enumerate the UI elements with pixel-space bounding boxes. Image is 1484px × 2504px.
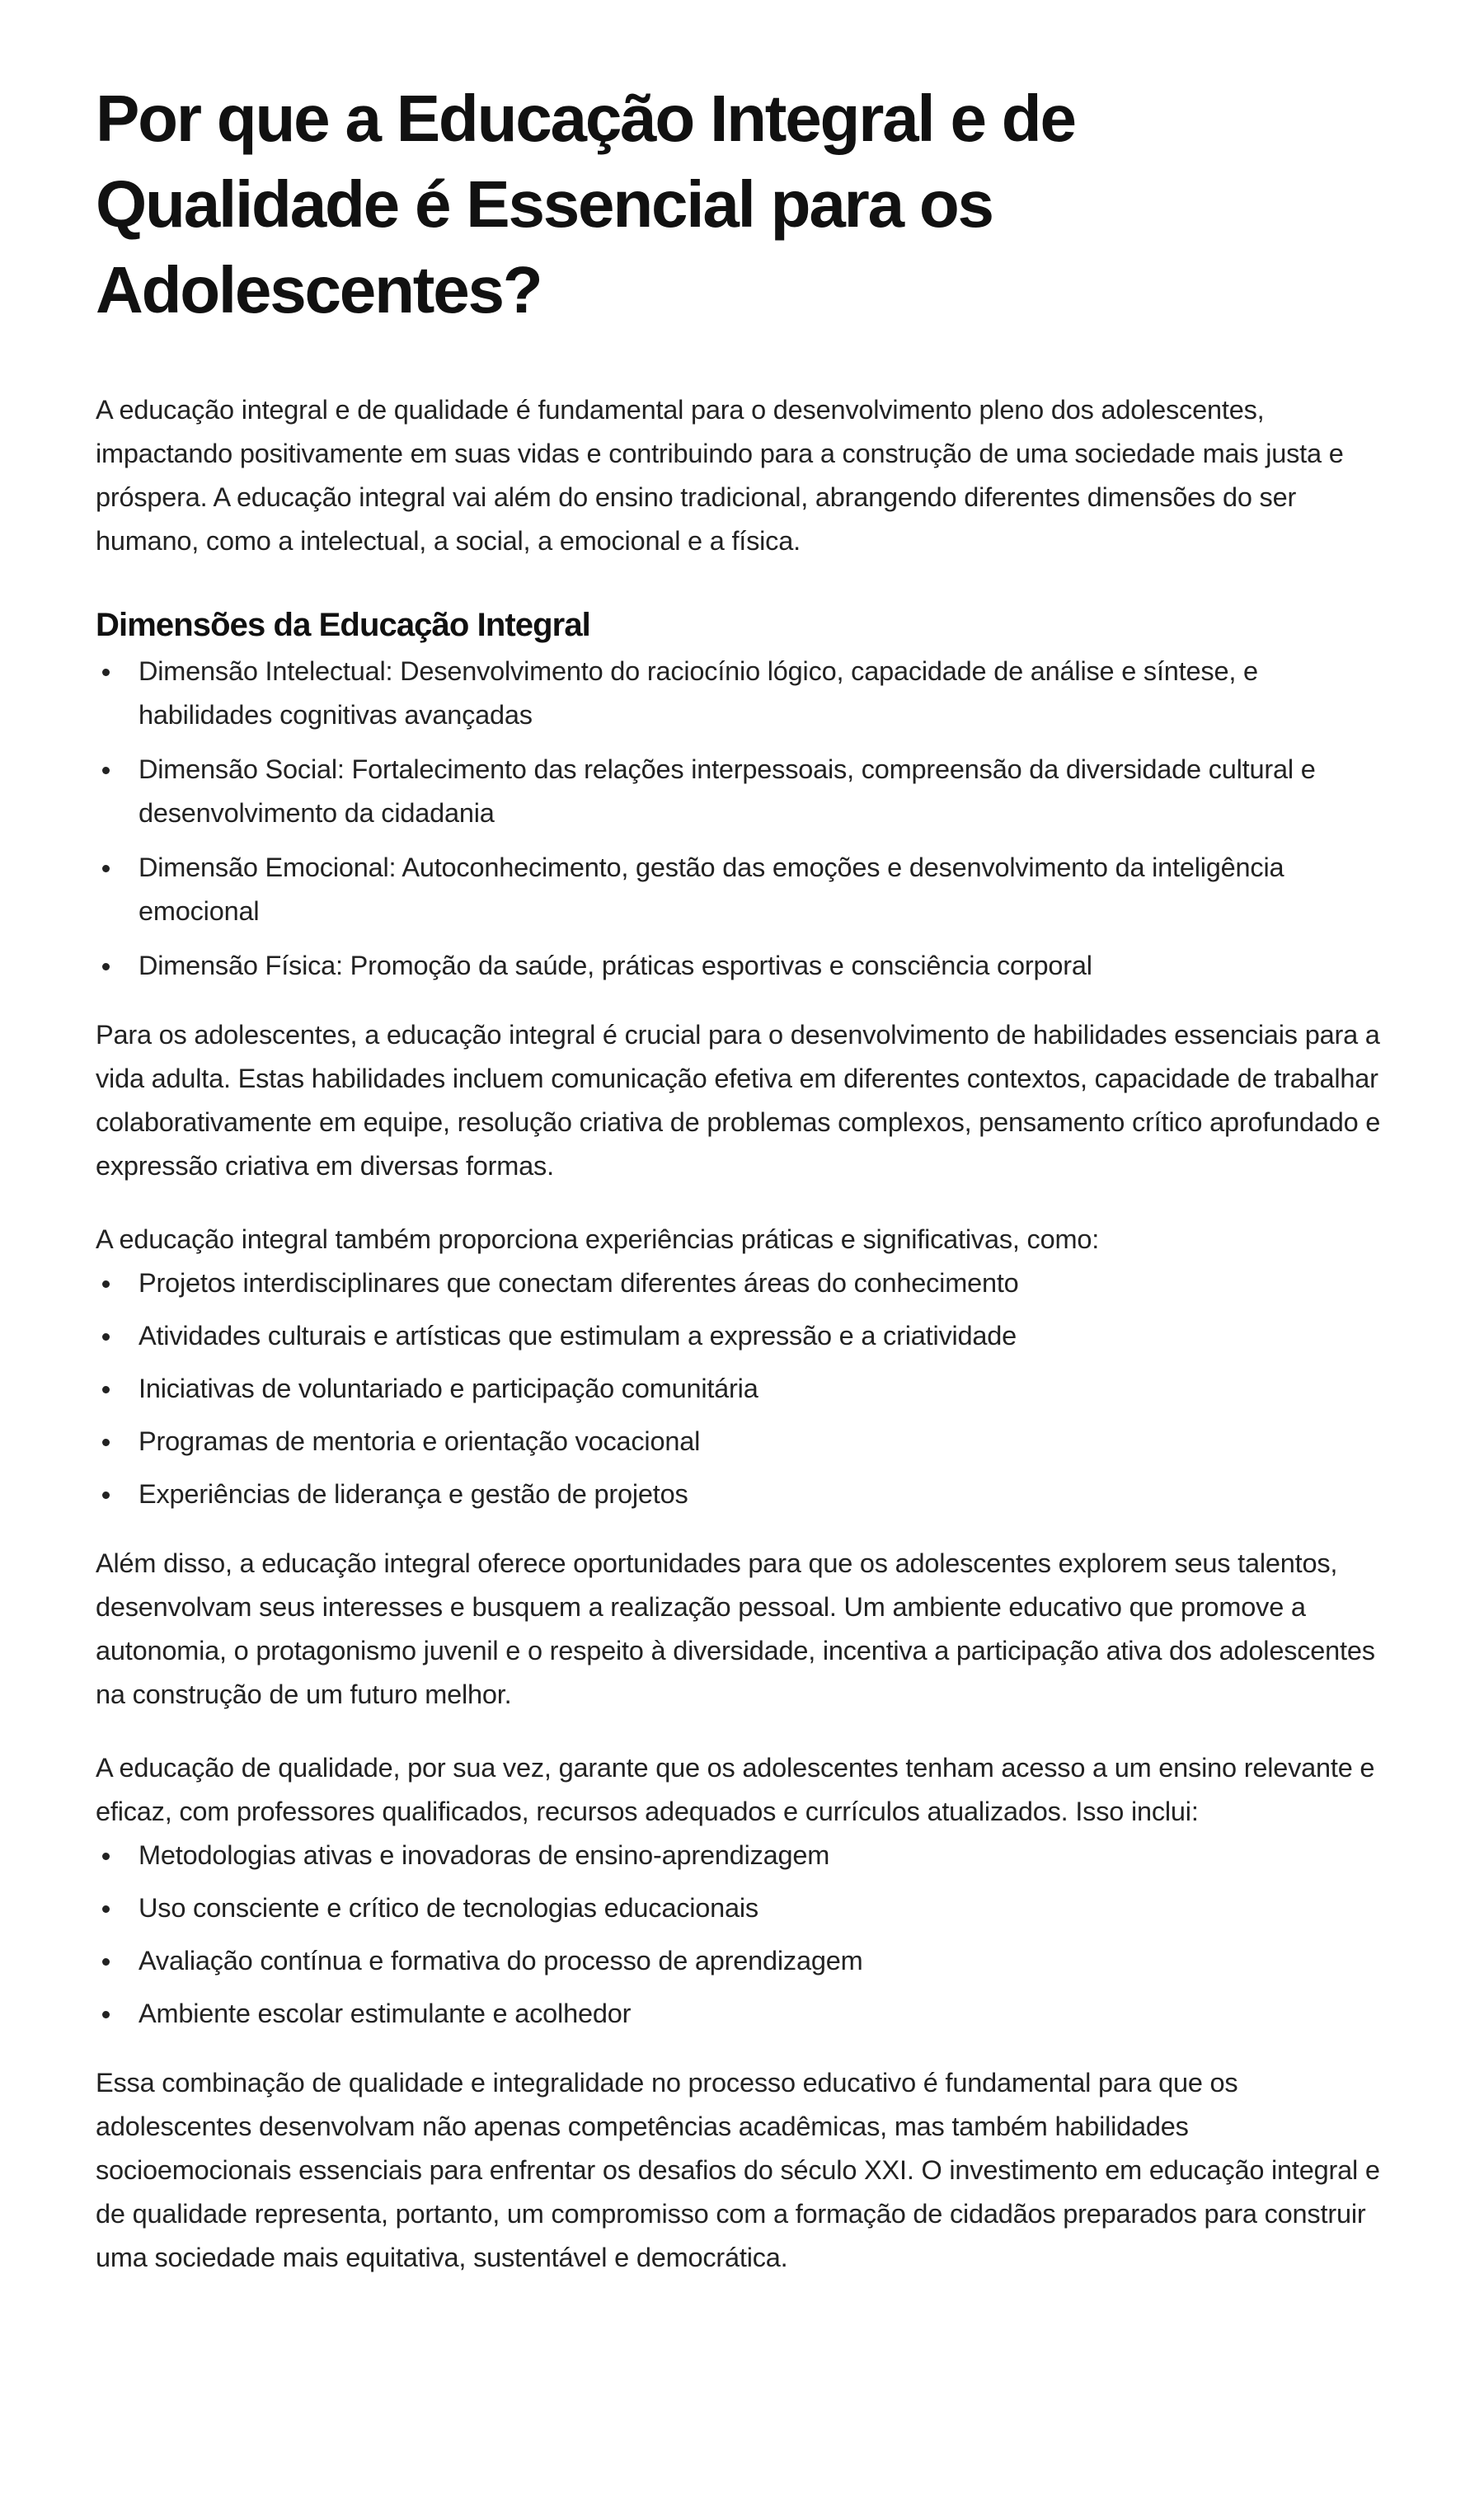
talents-paragraph: Além disso, a educação integral oferece oportunidades para que os adolescentes explorem seus talentos, desenvolvam seus interesses e busquem a realização pessoal. Um ambiente educativo que promove a autonomia, o protagonismo juvenil e o respeito à diversidade, incentiva a participação ativa dos adolescentes na construção de um futuro melhor. [96,1548,1375,1709]
list-item-experience: Atividades culturais e artísticas que estimulam a expressão e a criatividade [96,1314,1387,1358]
page-title: Por que a Educação Integral e de Qualidade é Essencial para os Adolescentes? [96,82,1075,327]
list-item-quality: Metodologias ativas e inovadoras de ensino-aprendizagem [96,1834,1387,1877]
skills-paragraph: Para os adolescentes, a educação integral é crucial para o desenvolvimento de habilidades essenciais para a vida adulta. Estas habilidades incluem comunicação efetiva em diferentes contextos, capacidade de trabalhar colaborativamente em equipe, resolução criativa de problemas complexos, pensamento crítico aprofundado e expressão criativa em diversas formas. [96,1020,1381,1181]
dimensions-list [96,650,1387,988]
list-item-experience: Experiências de liderança e gestão de projetos [96,1473,1387,1516]
list-item-quality: Uso consciente e crítico de tecnologias educacionais [96,1886,1387,1930]
list-item-quality: Avaliação contínua e formativa do processo de aprendizagem [96,1939,1387,1983]
conclusion-paragraph: Essa combinação de qualidade e integralidade no processo educativo é fundamental para que os adolescentes desenvolvam não apenas competências acadêmicas, mas também habilidades socioemocionais essenciais para enfrentar os desafios do século XXI. O investimento em educação integral e de qualidade representa, portanto, um compromisso com a formação de cidadãos preparados para construir uma sociedade mais equitativa, sustentável e democrática. [96,2068,1380,2272]
list-item-dimension-intellectual: Dimensão Intelectual: Desenvolvimento do raciocínio lógico, capacidade de análise e síntese, e habilidades cognitivas avançadas [96,650,1387,737]
experiences-list [96,1261,1387,1516]
intro-paragraph: A educação integral e de qualidade é fundamental para o desenvolvimento pleno dos adolescentes, impactando positivamente em suas vidas e contribuindo para a construção de uma sociedade mais justa e próspera. A educação integral vai além do ensino tradicional, abrangendo diferentes dimensões do ser humano, como a intelectual, a social, a emocional e a física. [96,395,1344,556]
list-item-dimension-physical: Dimensão Física: Promoção da saúde, práticas esportivas e consciência corporal [96,944,1387,988]
list-item-experience: Programas de mentoria e orientação vocacional [96,1420,1387,1463]
quality-paragraph: A educação de qualidade, por sua vez, garante que os adolescentes tenham acesso a um ensino relevante e eficaz, com professores qualificados, recursos adequados e currículos atualizados. Isso inclui: [96,1753,1375,1826]
list-item-experience: Iniciativas de voluntariado e participação comunitária [96,1367,1387,1411]
list-item-quality: Ambiente escolar estimulante e acolhedor [96,1992,1387,2036]
list-item-dimension-social: Dimensão Social: Fortalecimento das relações interpessoais, compreensão da diversidade cultural e desenvolvimento da cidadania [96,748,1387,835]
quality-list [96,1834,1387,2036]
experiences-intro: A educação integral também proporciona experiências práticas e significativas, como: [96,1224,1100,1254]
dimensions-heading: Dimensões da Educação Integral [96,607,590,643]
list-item-dimension-emotional: Dimensão Emocional: Autoconhecimento, gestão das emoções e desenvolvimento da inteligência emocional [96,846,1387,933]
list-item-experience: Projetos interdisciplinares que conectam diferentes áreas do conhecimento [96,1261,1387,1305]
